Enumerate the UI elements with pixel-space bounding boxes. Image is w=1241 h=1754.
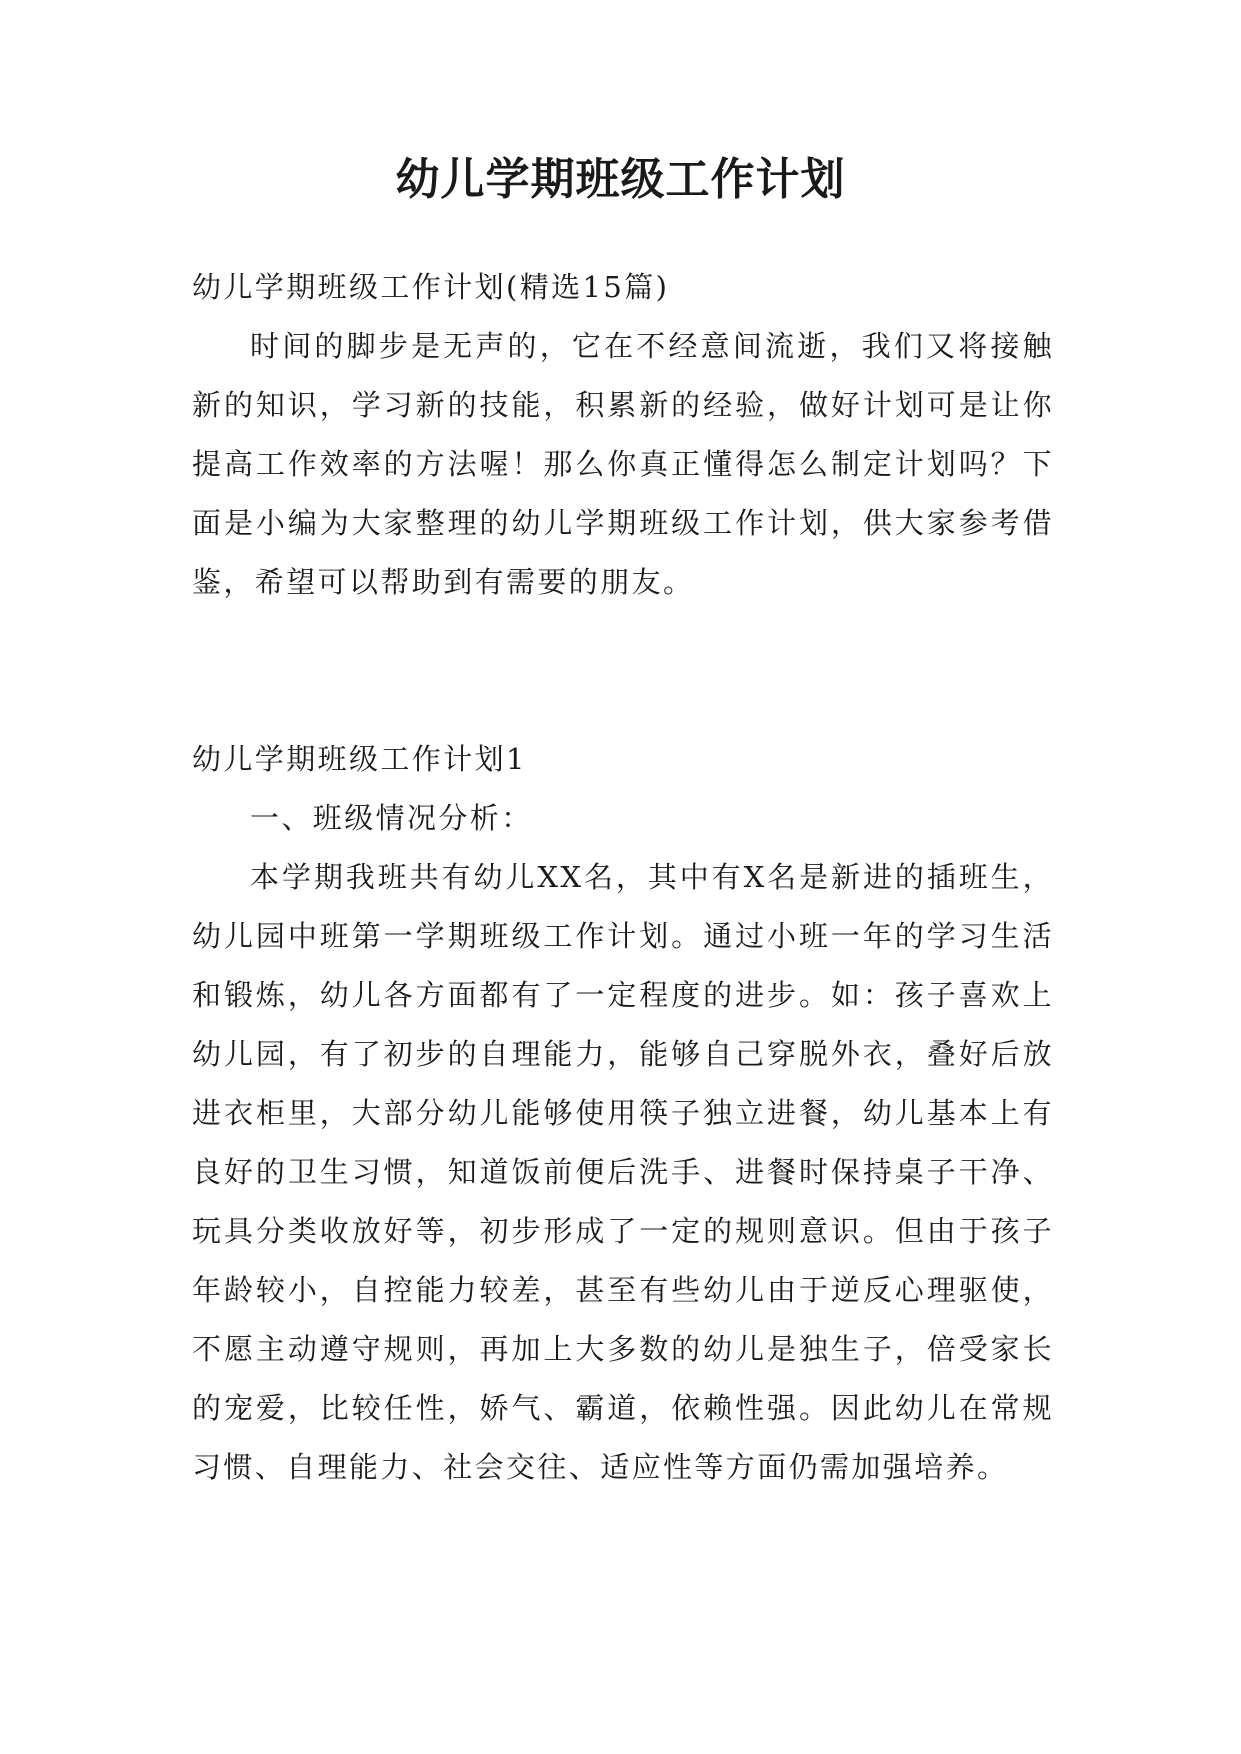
intro-paragraph: 时间的脚步是无声的，它在不经意间流逝，我们又将接触新的知识，学习新的技能，积累新的经验，做好计划可是让你提高工作效率的方法喔！那么你真正懂得怎么制定计划吗？下面是小编为大家整理的幼儿学期班级工作计划，供大家参考借鉴，希望可以帮助到有需要的朋友。	[192, 329, 1054, 599]
section-spacer	[192, 612, 1054, 730]
document-body	[192, 258, 1054, 1497]
section-subheading: 一、班级情况分析：	[250, 801, 533, 835]
section-heading: 幼儿学期班级工作计划1	[192, 742, 527, 776]
section-paragraph: 本学期我班共有幼儿XX名，其中有X名是新进的插班生，幼儿园中班第一学期班级工作计划。通过小班一年的学习生活和锻炼，幼儿各方面都有了一定程度的进步。如：孩子喜欢上幼儿园，有了初步的自理能力，能够自己穿脱外衣，叠好后放进衣柜里，大部分幼儿能够使用筷子独立进餐，幼儿基本上有良好的卫生习惯，知道饭前便后洗手、进餐时保持桌子干净、玩具分类收放好等，初步形成了一定的规则意识。但由于孩子年龄较小，自控能力较差，甚至有些幼儿由于逆反心理驱使，不愿主动遵守规则，再加上大多数的幼儿是独生子，倍受家长的宠爱，比较任性，娇气、霸道，依赖性强。因此幼儿在常规习惯、自理能力、社会交往、适应性等方面仍需加强培养。	[192, 860, 1054, 1484]
document-title: 幼儿学期班级工作计划	[395, 154, 846, 205]
document-subtitle: 幼儿学期班级工作计划(精选15篇)	[192, 270, 670, 304]
